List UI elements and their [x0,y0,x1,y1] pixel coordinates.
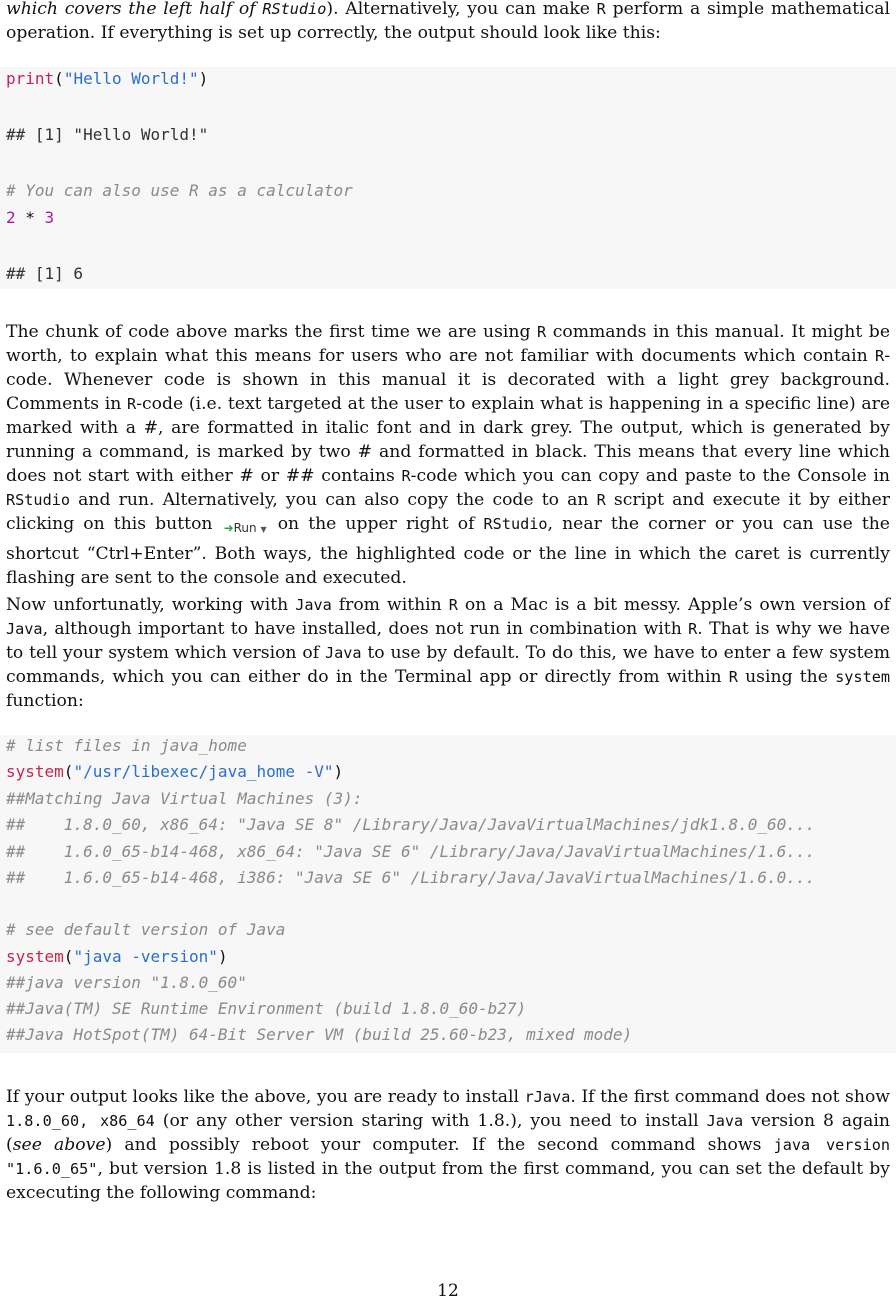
text-run: ) and possibly reboot your computer. If the second command shows [105,1135,774,1155]
code-comment: ##Java HotSpot(TM) 64-Bit Server VM (build 25.60-b23, mixed mode) [6,1025,633,1044]
string-literal: "java -version" [73,947,218,966]
paren: ) [198,69,209,88]
code-comment: # list files in java_home [6,736,247,755]
code-term: rJava [524,1088,571,1106]
string-literal: "/usr/libexec/java_home -V" [73,762,334,781]
text-run: (or any other version staring with 1.8.), you need to install [154,1111,707,1131]
code-block-hello-world [0,67,896,289]
code-term: java version "1.6.0_65" [6,1136,890,1178]
install-paragraph [6,1085,890,1205]
code-comment: ##Java(TM) SE Runtime Environment (build 1.8.0_60-b27) [6,999,527,1018]
text-run: using the [737,667,836,687]
code-comment: ## 1.6.0_65-b14-468, i386: "Java SE 6" /Library/Java/JavaVirtualMachines/1.6.0... [6,868,816,887]
code-comment: # You can also use R as a calculator [6,181,353,200]
text-run: , but version 1.8 is listed in the output from the first command, you can set the default by excecuting the following command: [6,1159,890,1203]
text-run: . If the first command does not show [570,1087,890,1107]
intro-paragraph [6,0,890,45]
text-run: The chunk of code above marks the first time we are using [6,322,538,342]
text-run: -code. Whenever code is shown in this manual it is decorated with a light grey background. Comments in [6,346,890,414]
text-run: function: [6,691,84,711]
code-block-java-home [0,735,896,1053]
text-run: , near the corner or you can use the shortcut “Ctrl+Enter”. Both ways, the highlighted code or the line in which the caret is currently flashing are sent to the console and executed. [6,514,890,588]
code-comment: ##java version "1.8.0_60" [6,973,247,992]
run-button-image [224,516,267,542]
dropdown-caret-icon: ▼ [260,525,267,534]
code-line [6,208,54,227]
code-term: R [596,491,606,509]
number-literal: 2 [6,208,16,227]
text-run: -code which you can copy and paste to the Console in [410,466,890,486]
java-paragraph [6,593,890,713]
function-name: print [6,69,55,88]
text-run: , although important to have installed, does not run in combination with [42,619,689,639]
text-run: on a Mac is a bit messy. Apple’s own version of [457,595,890,615]
operator: * [15,208,45,227]
text-run: from within [331,595,449,615]
code-comment: ## 1.8.0_60, x86_64: "Java SE 8" /Library/Java/JavaVirtualMachines/jdk1.8.0_60... [6,815,816,834]
code-term: 1.8.0_60, x86_64 [6,1112,155,1130]
function-name: system [6,762,64,781]
paren: ( [54,69,64,88]
text-run: on the upper right of [268,514,484,534]
code-term: R [401,467,411,485]
code-comment: ##Matching Java Virtual Machines (3): [6,789,363,808]
emphasis: see above [12,1135,106,1155]
code-term: R [728,668,738,686]
code-output: ## [1] 6 [6,264,84,283]
text-run: and run. Alternatively, you can also copy the code to an [70,490,597,510]
code-line: system("/usr/libexec/java_home -V") [6,762,344,781]
string-literal: "Hello World!" [63,69,199,88]
text-run: . That is why we have to tell your system which version of [6,619,890,663]
code-term: R [127,395,137,413]
text-run: -code (i.e. text targeted at the user to explain what is happening in a specific line) are marked with a #, are formatted in italic font and in dark grey. The output, which is generated by running a command, is marked by two # and formatted in black. This means that every line which does not start with either # or ## contains [6,394,891,486]
text-run: ). Alternatively, you can make [326,0,597,19]
run-label: Run [233,521,257,535]
text-run: to use by default. To do this, we have to enter a few system commands, which you can either do in the Terminal app or directly from within [6,643,890,687]
code-term: RStudio [262,0,327,18]
number-literal: 3 [44,208,55,227]
code-line [6,69,208,88]
code-line: system("java -version") [6,947,228,966]
code-term: system [835,668,891,686]
text-run: which covers the left half of [6,0,263,19]
code-comment: # see default version of Java [6,920,286,939]
code-output: ## [1] "Hello World!" [6,125,209,144]
code-term: RStudio [483,515,548,533]
function-name: system [6,947,64,966]
text-run: perform a simple mathematical operation. If everything is set up correctly, the output should look like this: [6,0,890,43]
code-term: Java [6,620,43,638]
text-run: version 8 again ( [6,1111,890,1155]
code-term: RStudio [6,491,71,509]
code-term: R [596,0,606,18]
run-arrow-icon: ➜ [223,521,234,535]
text-run: commands in this manual. It might be worth, to explain what this means for users who are not familiar with documents which contain [6,322,890,366]
code-term: Java [324,644,362,662]
code-comment: ## 1.6.0_65-b14-468, x86_64: "Java SE 6" /Library/Java/JavaVirtualMachines/1.6... [6,842,816,861]
code-term: R [448,596,458,614]
text-run: Now unfortunatly, working with [6,595,296,615]
page-number: 12 [437,1281,459,1301]
code-term: Java [295,596,332,614]
code-term: R [688,620,698,638]
explanation-paragraph [6,320,890,590]
code-term: R [537,323,547,341]
code-term: Java [706,1112,744,1130]
text-run: If your output looks like the above, you are ready to install [6,1087,525,1107]
text-run: script and execute it by either clicking on this button [6,490,890,534]
code-term: R [875,347,885,365]
